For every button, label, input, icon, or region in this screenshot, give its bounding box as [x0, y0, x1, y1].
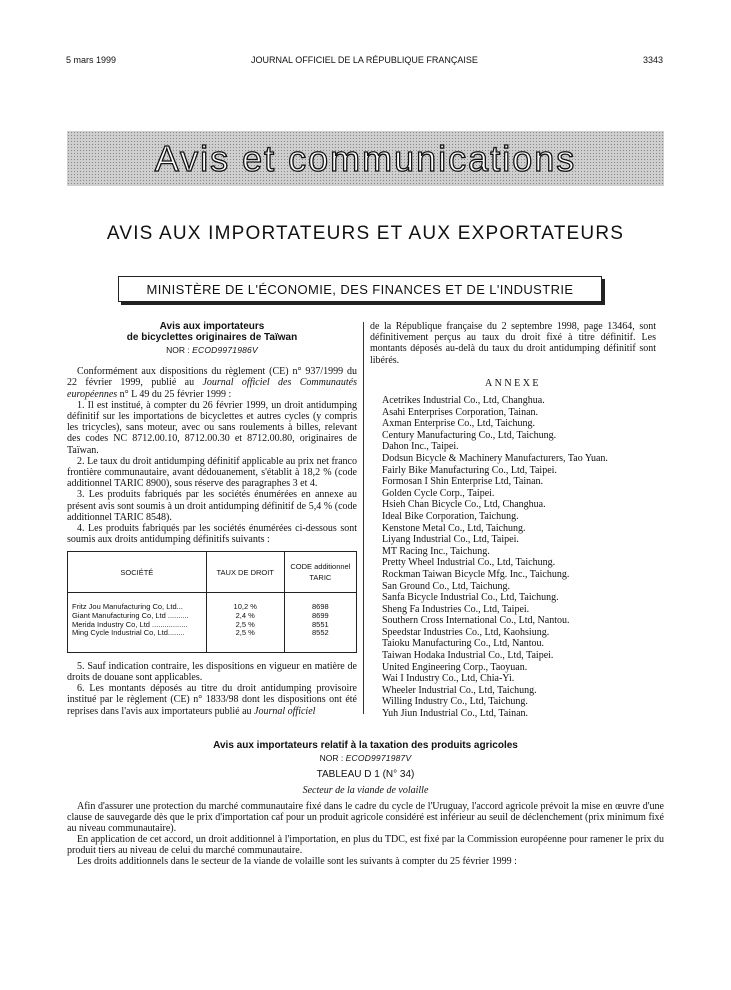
avis-title-line-2: de bicyclettes originaires de Taïwan — [126, 332, 298, 343]
annexe-company-item: Rockman Taiwan Bicycle Mfg. Inc., Taichung. — [382, 568, 570, 580]
annexe-company-item: Willing Industry Co., Ltd, Taichung. — [382, 696, 528, 708]
annexe-company-item: Century Manufacturing Co., Ltd, Taichung. — [382, 429, 557, 441]
annexe-company-item: Sanfa Bicycle Industrial Co., Ltd, Taichung. — [382, 592, 559, 604]
paragraph-2: 2. Le taux du droit antidumping définitif applicable au prix net franco frontière communautaire, avant dédouanement, s'établit à 18,2 % (code additionnel TARIC 8900), sous réserve des paragraphes 3 et 4. — [67, 455, 357, 490]
annexe-company-item: MT Racing Inc., Taichung. — [382, 545, 490, 557]
ministry-box — [118, 276, 602, 302]
paragraph-6-text: 6. Les montants déposés au titre du droit antidumping provisoire institué par le règlement (CE) n° 1833/98 dont les dispositions ont été reprises dans l'avis aux importateurs publié au — [67, 683, 357, 717]
table-cell-rate: 2,5 % — [206, 629, 284, 652]
sector-title: Secteur de la viande de volaille — [302, 785, 429, 796]
annexe-company-list — [382, 395, 656, 720]
annexe-company-item: Speedstar Industries Co., Ltd, Kaohsiung. — [382, 626, 550, 638]
annexe-company-item: Dahon Inc., Taipei. — [382, 441, 459, 453]
table-cell-taric: 8551 — [284, 621, 356, 630]
annexe-title: ANNEXE — [484, 377, 542, 389]
table-cell-taric: 8698 — [284, 593, 356, 612]
annexe-company-item: Acetrikes Industrial Co., Ltd, Changhua. — [382, 395, 545, 407]
table-cell-taric: 8699 — [284, 612, 356, 621]
table-cell-rate: 10,2 % — [206, 593, 284, 612]
avis2-nor-reference — [67, 753, 664, 764]
column-divider — [363, 322, 364, 714]
table-cell-rate: 2,4 % — [206, 612, 284, 621]
header-journal-title: JOURNAL OFFICIEL DE LA RÉPUBLIQUE FRANÇAISE — [251, 55, 478, 65]
intro-text-a: Conformément aux dispositions du règlement (CE) n° 937/1999 du 22 février 1999, publié au — [67, 366, 357, 389]
annexe-company-item: Ideal Bike Corporation, Taichung. — [382, 510, 519, 522]
paragraph-1: 1. Il est institué, à compter du 26 février 1999, un droit antidumping définitif sur les importations de bicyclettes et autres cycles (y compris les tricycles), sans moteur, avec ou sans roulements à billes, relevant des codes NC 8712.00.10, 8712.00.30 et 8712.00.80, originaires de Taïwan. — [67, 399, 357, 456]
paragraph-6-continued: de la République française du 2 septembre 1998, page 13464, sont définitivement perçus au taux du droit fixé à titre définitif. Les montants déposés au-delà du taux du droit antidumping définitif sont libérés. — [370, 321, 656, 366]
annexe-company-item: Fairly Bike Manufacturing Co., Ltd, Taipei. — [382, 464, 557, 476]
annexe-company-item: Wai I Industry Co., Ltd, Chia-Yi. — [382, 673, 515, 685]
table-header-taric: CODE additionnel TARIC — [284, 552, 356, 593]
annexe-company-item: Hsieh Chan Bicycle Co., Ltd, Changhua. — [382, 499, 546, 511]
header-page-number: 3343 — [642, 55, 663, 65]
annexe-company-item: Asahi Enterprises Corporation, Tainan. — [382, 406, 539, 418]
right-column — [370, 321, 656, 720]
left-column — [67, 321, 357, 717]
annexe-company-item: Wheeler Industrial Co., Ltd, Taichung. — [382, 684, 537, 696]
intro-text-b: n° L 49 du 25 février 1999 : — [117, 388, 232, 400]
lower-section — [67, 740, 664, 867]
table-cell-company: Giant Manufacturing Co, Ltd .......... — [68, 612, 207, 621]
table-header-company: SOCIÉTÉ — [68, 552, 207, 593]
intro-paragraph — [67, 366, 357, 400]
tableau-title: TABLEAU D 1 (N° 34) — [316, 769, 415, 780]
nor-reference — [67, 345, 357, 356]
ministry-name: MINISTÈRE DE L'ÉCONOMIE, DES FINANCES ET DE L'INDUSTRIE — [146, 281, 574, 297]
dumping-duty-table — [67, 551, 357, 652]
avis2-nor-code: ECOD9971987V — [345, 753, 412, 763]
avis2-paragraph-1: Afin d'assurer une protection du marché communautaire fixé dans le cadre du cycle de l'Uruguay, l'accord agricole prévoit la mise en œuvre d'une clause de sauvegarde dès que le prix d'importation caf pour un produit agricole considéré est inférieur au seuil de déclenchement (prix minimum fixé au niveau communautaire). — [67, 801, 664, 834]
annexe-company-item: Axman Enterprise Co., Ltd, Taichung. — [382, 418, 535, 430]
avis2-paragraph-2: En application de cet accord, un droit additionnel à l'importation, en plus du TDC, est fixé par la Commission européenne pour ramener le prix du produit tiers au niveau de celui du marché communautaire. — [67, 834, 664, 856]
header-date: 5 mars 1999 — [66, 55, 117, 65]
table-cell-company: Ming Cycle Industrial Co, Ltd........ — [68, 629, 207, 652]
annexe-company-item: Taiwan Hodaka Industrial Co., Ltd, Taipei. — [382, 650, 554, 662]
paragraph-3: 3. Les produits fabriqués par les sociétés énumérées en annexe au présent avis sont soumis à un droit antidumping définitif de 5,4 % (code additionnel TARIC 8548). — [67, 489, 357, 523]
avis2-paragraph-3: Les droits additionnels dans le secteur de la viande de volaille sont les suivants à compter du 25 février 1999 : — [77, 856, 517, 867]
annexe-company-item: Kenstone Metal Co., Ltd, Taichung. — [382, 522, 526, 534]
annexe-company-item: Southern Cross International Co., Ltd, Nantou. — [382, 615, 570, 627]
banner-title: Avis et communications — [154, 138, 577, 179]
nor-code: ECOD9971986V — [192, 345, 258, 355]
table-header-rate: TAUX DE DROIT — [206, 552, 284, 593]
annexe-company-item: Dodsun Bicycle & Machinery Manufacturers, Tao Yuan. — [382, 452, 608, 464]
annexe-company-item: San Ground Co., Ltd, Taichung. — [382, 580, 510, 592]
table-cell-taric: 8552 — [284, 629, 356, 652]
paragraph-4: 4. Les produits fabriqués par les sociétés énumérées ci-dessous sont soumis aux droits antidumping définitifs suivants : — [67, 523, 357, 546]
table-row — [68, 629, 357, 652]
paragraph-5: 5. Sauf indication contraire, les dispositions en vigueur en matière de droits de douane sont applicables. — [67, 660, 357, 684]
annexe-company-item: Sheng Fa Industries Co., Ltd, Taipei. — [382, 603, 530, 615]
annexe-company-item: Taioku Manufacturing Co., Ltd, Nantou. — [382, 638, 545, 650]
avis2-title: Avis aux importateurs relatif à la taxation des produits agricoles — [213, 740, 518, 751]
table-cell-company: Merida Industry Co, Ltd ................. — [68, 621, 207, 630]
table-cell-rate: 2,5 % — [206, 621, 284, 630]
annexe-company-item: United Engineering Corp., Taoyuan. — [382, 661, 528, 673]
paragraph-6-journal-ref: Journal officiel — [254, 705, 316, 717]
nor-label: NOR : — [166, 345, 190, 355]
running-header — [66, 55, 663, 69]
table-row — [68, 593, 357, 612]
intro-journal-ref: Journal officiel des Communautés européennes — [67, 377, 357, 400]
annexe-company-item: Pretty Wheel Industrial Co., Ltd, Taichung. — [382, 557, 556, 569]
avis-title-line-1: Avis aux importateurs — [159, 321, 265, 332]
avis2-nor-label: NOR : — [319, 753, 344, 763]
section-title: AVIS AUX IMPORTATEURS ET AUX EXPORTATEURS — [106, 223, 625, 244]
paragraph-6 — [67, 683, 357, 717]
avis-title — [67, 321, 357, 343]
annexe-company-item: Liyang Industrial Co., Ltd, Taipei. — [382, 534, 519, 546]
annexe-company-item: Yuh Jiun Industrial Co., Ltd, Tainan. — [382, 708, 529, 720]
annexe-company-item: Golden Cycle Corp., Taipei. — [382, 487, 495, 499]
annexe-company-item: Formosan I Shin Enterprise Ltd, Tainan. — [382, 476, 544, 488]
table-cell-company: Fritz Jou Manufacturing Co, Ltd... — [68, 593, 207, 612]
